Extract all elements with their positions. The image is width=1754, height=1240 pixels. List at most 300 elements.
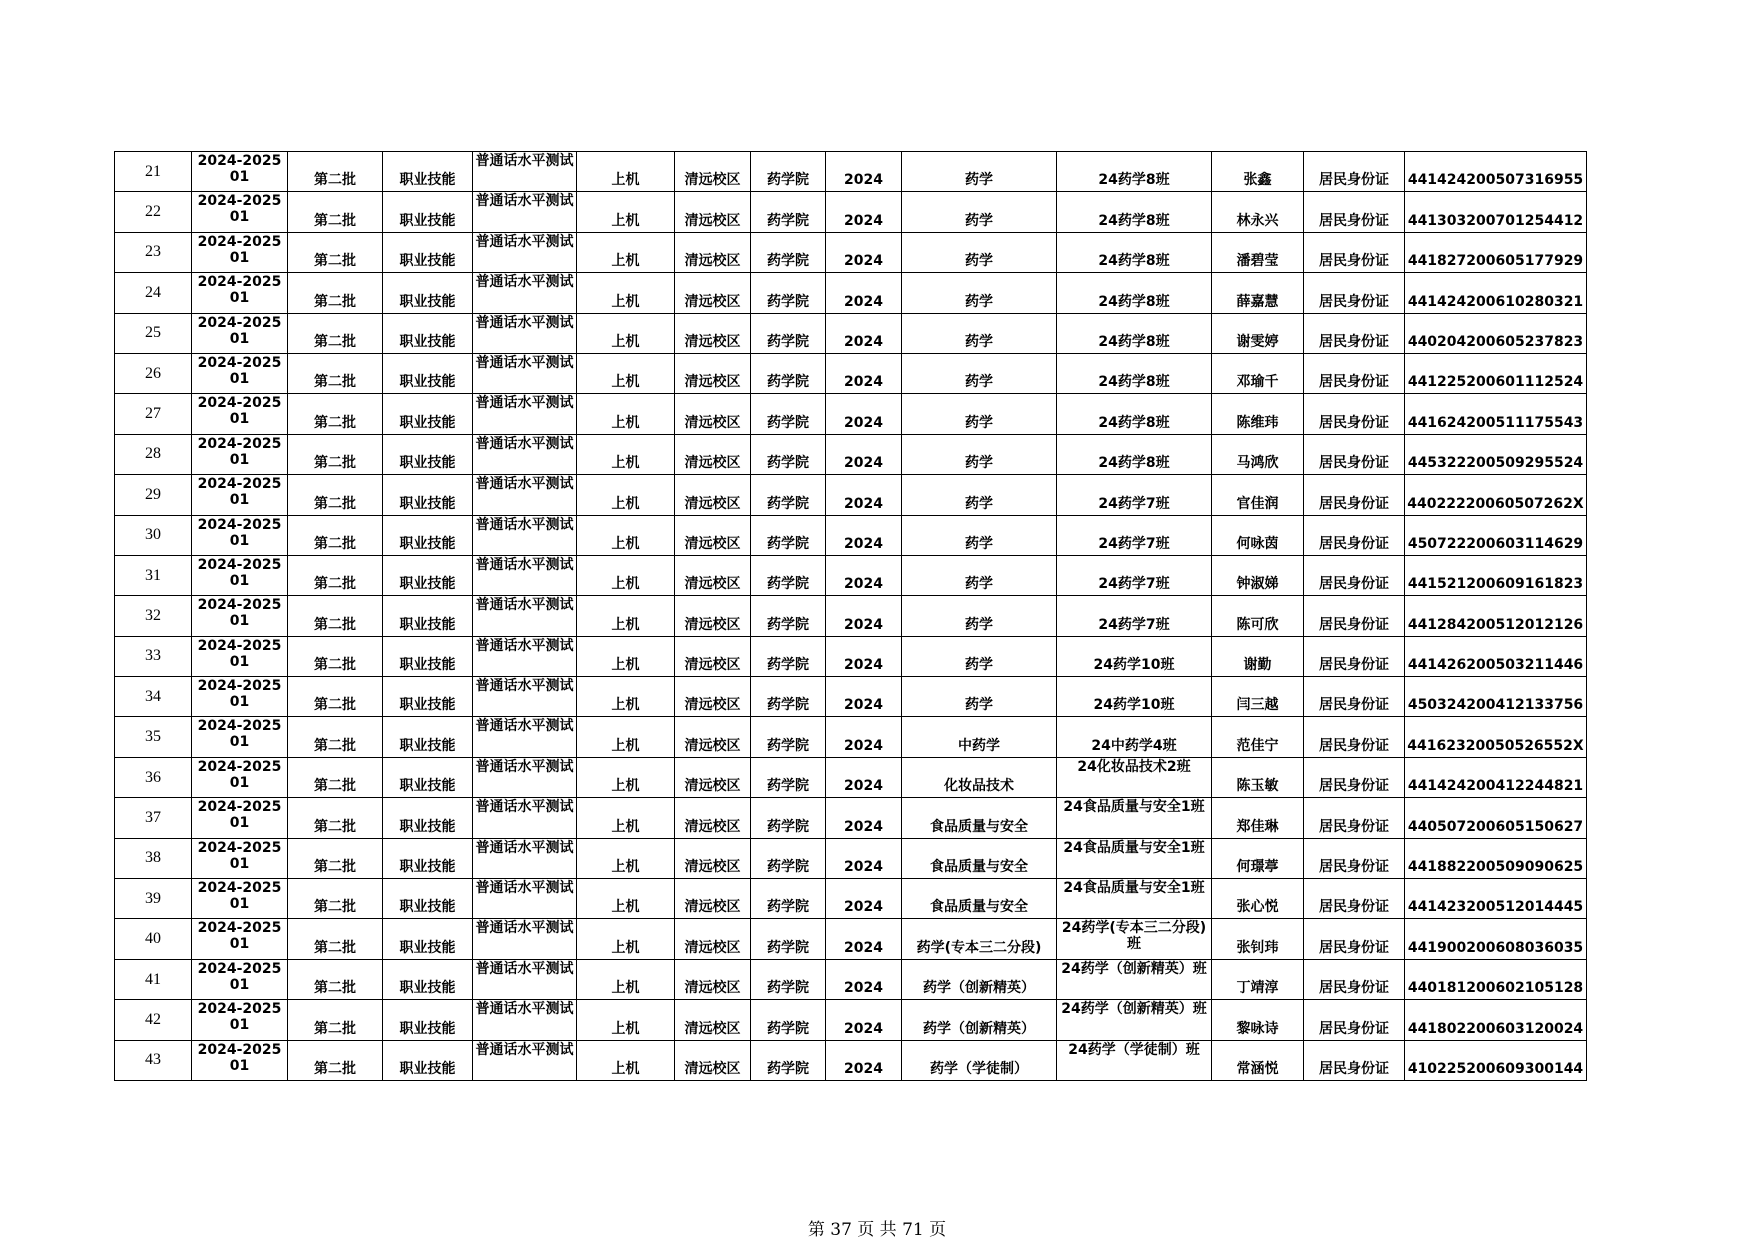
id-type-cell: 居民身份证	[1304, 636, 1405, 676]
id-type-cell: 居民身份证	[1304, 232, 1405, 272]
id-type-cell: 居民身份证	[1304, 959, 1405, 999]
campus-cell: 清远校区	[675, 717, 751, 757]
category-cell: 职业技能	[383, 838, 473, 878]
batch-cell: 第二批	[288, 1000, 383, 1040]
category-cell: 职业技能	[383, 434, 473, 474]
batch-cell: 第二批	[288, 838, 383, 878]
row-number-cell: 42	[115, 1000, 192, 1040]
term-cell: 2024-202501	[192, 394, 288, 434]
exam-cell: 普通话水平测试	[473, 515, 577, 555]
category-cell: 职业技能	[383, 353, 473, 393]
records-table	[114, 151, 1587, 1081]
major-cell: 化妆品技术	[902, 757, 1057, 797]
class-cell: 24药学8班	[1057, 152, 1212, 192]
id-number-cell: 441284200512012126	[1405, 596, 1587, 636]
batch-cell: 第二批	[288, 475, 383, 515]
grade-cell: 2024	[826, 313, 902, 353]
grade-cell: 2024	[826, 394, 902, 434]
class-cell: 24药学（学徒制）班	[1057, 1040, 1212, 1080]
grade-cell: 2024	[826, 152, 902, 192]
mode-cell: 上机	[577, 273, 675, 313]
term-cell: 2024-202501	[192, 475, 288, 515]
table-row	[115, 919, 1587, 959]
batch-cell: 第二批	[288, 152, 383, 192]
table-row	[115, 636, 1587, 676]
mode-cell: 上机	[577, 515, 675, 555]
mode-cell: 上机	[577, 757, 675, 797]
id-type-cell: 居民身份证	[1304, 152, 1405, 192]
term-cell: 2024-202501	[192, 959, 288, 999]
row-number-cell: 24	[115, 273, 192, 313]
class-cell: 24食品质量与安全1班	[1057, 879, 1212, 919]
id-number-cell: 450324200412133756	[1405, 677, 1587, 717]
table-row	[115, 1000, 1587, 1040]
id-type-cell: 居民身份证	[1304, 596, 1405, 636]
grade-cell: 2024	[826, 596, 902, 636]
class-cell: 24药学7班	[1057, 555, 1212, 595]
id-type-cell: 居民身份证	[1304, 273, 1405, 313]
category-cell: 职业技能	[383, 596, 473, 636]
row-number-cell: 36	[115, 757, 192, 797]
category-cell: 职业技能	[383, 717, 473, 757]
id-number-cell: 441827200605177929	[1405, 232, 1587, 272]
exam-cell: 普通话水平测试	[473, 192, 577, 232]
category-cell: 职业技能	[383, 677, 473, 717]
exam-cell: 普通话水平测试	[473, 798, 577, 838]
campus-cell: 清远校区	[675, 515, 751, 555]
exam-cell: 普通话水平测试	[473, 353, 577, 393]
student-name-cell: 林永兴	[1212, 192, 1304, 232]
row-number-cell: 27	[115, 394, 192, 434]
major-cell: 药学	[902, 677, 1057, 717]
id-number-cell: 44162320050526552X	[1405, 717, 1587, 757]
batch-cell: 第二批	[288, 434, 383, 474]
mode-cell: 上机	[577, 596, 675, 636]
row-number-cell: 38	[115, 838, 192, 878]
row-number-cell: 26	[115, 353, 192, 393]
campus-cell: 清远校区	[675, 394, 751, 434]
id-type-cell: 居民身份证	[1304, 434, 1405, 474]
college-cell: 药学院	[751, 879, 826, 919]
student-name-cell: 官佳润	[1212, 475, 1304, 515]
major-cell: 药学	[902, 394, 1057, 434]
row-number-cell: 30	[115, 515, 192, 555]
class-cell: 24药学(专本三二分段)班	[1057, 919, 1212, 959]
class-cell: 24食品质量与安全1班	[1057, 798, 1212, 838]
table-row	[115, 394, 1587, 434]
grade-cell: 2024	[826, 798, 902, 838]
category-cell: 职业技能	[383, 636, 473, 676]
exam-cell: 普通话水平测试	[473, 717, 577, 757]
batch-cell: 第二批	[288, 1040, 383, 1080]
table-row	[115, 555, 1587, 595]
category-cell: 职业技能	[383, 555, 473, 595]
grade-cell: 2024	[826, 273, 902, 313]
id-number-cell: 445322200509295524	[1405, 434, 1587, 474]
campus-cell: 清远校区	[675, 555, 751, 595]
id-type-cell: 居民身份证	[1304, 1000, 1405, 1040]
major-cell: 药学	[902, 636, 1057, 676]
id-number-cell: 44022220060507262X	[1405, 475, 1587, 515]
term-cell: 2024-202501	[192, 838, 288, 878]
grade-cell: 2024	[826, 232, 902, 272]
exam-cell: 普通话水平测试	[473, 475, 577, 515]
major-cell: 药学（学徒制）	[902, 1040, 1057, 1080]
campus-cell: 清远校区	[675, 1000, 751, 1040]
college-cell: 药学院	[751, 919, 826, 959]
term-cell: 2024-202501	[192, 919, 288, 959]
class-cell: 24药学8班	[1057, 192, 1212, 232]
mode-cell: 上机	[577, 919, 675, 959]
class-cell: 24药学8班	[1057, 232, 1212, 272]
major-cell: 药学	[902, 313, 1057, 353]
grade-cell: 2024	[826, 515, 902, 555]
college-cell: 药学院	[751, 959, 826, 999]
exam-cell: 普通话水平测试	[473, 757, 577, 797]
table-row	[115, 152, 1587, 192]
id-number-cell: 441802200603120024	[1405, 1000, 1587, 1040]
batch-cell: 第二批	[288, 717, 383, 757]
page-footer: 第 37 页 共 71 页	[807, 1220, 947, 1240]
class-cell: 24药学7班	[1057, 515, 1212, 555]
major-cell: 药学	[902, 434, 1057, 474]
campus-cell: 清远校区	[675, 757, 751, 797]
campus-cell: 清远校区	[675, 636, 751, 676]
id-number-cell: 441424200610280321	[1405, 273, 1587, 313]
student-name-cell: 邓瑜千	[1212, 353, 1304, 393]
college-cell: 药学院	[751, 798, 826, 838]
student-name-cell: 陈维玮	[1212, 394, 1304, 434]
batch-cell: 第二批	[288, 313, 383, 353]
college-cell: 药学院	[751, 434, 826, 474]
id-type-cell: 居民身份证	[1304, 394, 1405, 434]
id-number-cell: 441424200412244821	[1405, 757, 1587, 797]
term-cell: 2024-202501	[192, 192, 288, 232]
exam-cell: 普通话水平测试	[473, 273, 577, 313]
id-type-cell: 居民身份证	[1304, 475, 1405, 515]
college-cell: 药学院	[751, 636, 826, 676]
id-type-cell: 居民身份证	[1304, 1040, 1405, 1080]
student-name-cell: 陈玉敏	[1212, 757, 1304, 797]
batch-cell: 第二批	[288, 879, 383, 919]
student-name-cell: 何璟葶	[1212, 838, 1304, 878]
student-name-cell: 马鸿欣	[1212, 434, 1304, 474]
id-number-cell: 440204200605237823	[1405, 313, 1587, 353]
row-number-cell: 28	[115, 434, 192, 474]
mode-cell: 上机	[577, 555, 675, 595]
grade-cell: 2024	[826, 1040, 902, 1080]
student-name-cell: 郑佳琳	[1212, 798, 1304, 838]
grade-cell: 2024	[826, 838, 902, 878]
campus-cell: 清远校区	[675, 353, 751, 393]
id-number-cell: 410225200609300144	[1405, 1040, 1587, 1080]
campus-cell: 清远校区	[675, 192, 751, 232]
exam-cell: 普通话水平测试	[473, 434, 577, 474]
id-number-cell: 441303200701254412	[1405, 192, 1587, 232]
student-name-cell: 张心悦	[1212, 879, 1304, 919]
campus-cell: 清远校区	[675, 838, 751, 878]
exam-cell: 普通话水平测试	[473, 879, 577, 919]
exam-cell: 普通话水平测试	[473, 919, 577, 959]
id-number-cell: 441225200601112524	[1405, 353, 1587, 393]
batch-cell: 第二批	[288, 192, 383, 232]
student-name-cell: 闫三越	[1212, 677, 1304, 717]
grade-cell: 2024	[826, 677, 902, 717]
class-cell: 24药学10班	[1057, 636, 1212, 676]
id-type-cell: 居民身份证	[1304, 879, 1405, 919]
term-cell: 2024-202501	[192, 1000, 288, 1040]
id-type-cell: 居民身份证	[1304, 353, 1405, 393]
exam-cell: 普通话水平测试	[473, 394, 577, 434]
table-row	[115, 232, 1587, 272]
category-cell: 职业技能	[383, 757, 473, 797]
student-name-cell: 黎咏诗	[1212, 1000, 1304, 1040]
grade-cell: 2024	[826, 636, 902, 676]
table-row	[115, 1040, 1587, 1080]
campus-cell: 清远校区	[675, 475, 751, 515]
row-number-cell: 43	[115, 1040, 192, 1080]
mode-cell: 上机	[577, 394, 675, 434]
exam-cell: 普通话水平测试	[473, 152, 577, 192]
college-cell: 药学院	[751, 152, 826, 192]
mode-cell: 上机	[577, 1040, 675, 1080]
campus-cell: 清远校区	[675, 273, 751, 313]
campus-cell: 清远校区	[675, 798, 751, 838]
campus-cell: 清远校区	[675, 152, 751, 192]
term-cell: 2024-202501	[192, 152, 288, 192]
student-name-cell: 谢勤	[1212, 636, 1304, 676]
exam-cell: 普通话水平测试	[473, 596, 577, 636]
batch-cell: 第二批	[288, 515, 383, 555]
campus-cell: 清远校区	[675, 879, 751, 919]
college-cell: 药学院	[751, 717, 826, 757]
category-cell: 职业技能	[383, 313, 473, 353]
batch-cell: 第二批	[288, 232, 383, 272]
id-number-cell: 440507200605150627	[1405, 798, 1587, 838]
mode-cell: 上机	[577, 879, 675, 919]
mode-cell: 上机	[577, 1000, 675, 1040]
college-cell: 药学院	[751, 515, 826, 555]
row-number-cell: 21	[115, 152, 192, 192]
id-type-cell: 居民身份证	[1304, 798, 1405, 838]
college-cell: 药学院	[751, 596, 826, 636]
table-row	[115, 273, 1587, 313]
student-name-cell: 何咏茵	[1212, 515, 1304, 555]
table-row	[115, 717, 1587, 757]
class-cell: 24药学7班	[1057, 475, 1212, 515]
exam-cell: 普通话水平测试	[473, 838, 577, 878]
mode-cell: 上机	[577, 232, 675, 272]
exam-cell: 普通话水平测试	[473, 636, 577, 676]
student-name-cell: 钟淑娣	[1212, 555, 1304, 595]
mode-cell: 上机	[577, 313, 675, 353]
major-cell: 药学（创新精英）	[902, 959, 1057, 999]
table-row	[115, 192, 1587, 232]
campus-cell: 清远校区	[675, 677, 751, 717]
class-cell: 24食品质量与安全1班	[1057, 838, 1212, 878]
row-number-cell: 23	[115, 232, 192, 272]
major-cell: 药学	[902, 232, 1057, 272]
campus-cell: 清远校区	[675, 1040, 751, 1080]
batch-cell: 第二批	[288, 798, 383, 838]
table-row	[115, 313, 1587, 353]
id-type-cell: 居民身份证	[1304, 919, 1405, 959]
category-cell: 职业技能	[383, 798, 473, 838]
id-type-cell: 居民身份证	[1304, 677, 1405, 717]
term-cell: 2024-202501	[192, 434, 288, 474]
student-name-cell: 张鑫	[1212, 152, 1304, 192]
mode-cell: 上机	[577, 152, 675, 192]
mode-cell: 上机	[577, 475, 675, 515]
row-number-cell: 40	[115, 919, 192, 959]
term-cell: 2024-202501	[192, 636, 288, 676]
batch-cell: 第二批	[288, 757, 383, 797]
class-cell: 24中药学4班	[1057, 717, 1212, 757]
college-cell: 药学院	[751, 475, 826, 515]
college-cell: 药学院	[751, 313, 826, 353]
college-cell: 药学院	[751, 353, 826, 393]
term-cell: 2024-202501	[192, 273, 288, 313]
exam-cell: 普通话水平测试	[473, 1000, 577, 1040]
id-type-cell: 居民身份证	[1304, 757, 1405, 797]
campus-cell: 清远校区	[675, 434, 751, 474]
table-row	[115, 757, 1587, 797]
major-cell: 药学(专本三二分段)	[902, 919, 1057, 959]
row-number-cell: 33	[115, 636, 192, 676]
id-number-cell: 441521200609161823	[1405, 555, 1587, 595]
row-number-cell: 39	[115, 879, 192, 919]
student-name-cell: 陈可欣	[1212, 596, 1304, 636]
row-number-cell: 35	[115, 717, 192, 757]
batch-cell: 第二批	[288, 353, 383, 393]
class-cell: 24药学8班	[1057, 313, 1212, 353]
student-name-cell: 张钊玮	[1212, 919, 1304, 959]
mode-cell: 上机	[577, 677, 675, 717]
term-cell: 2024-202501	[192, 515, 288, 555]
term-cell: 2024-202501	[192, 353, 288, 393]
id-number-cell: 441882200509090625	[1405, 838, 1587, 878]
term-cell: 2024-202501	[192, 596, 288, 636]
batch-cell: 第二批	[288, 394, 383, 434]
campus-cell: 清远校区	[675, 313, 751, 353]
id-number-cell: 441624200511175543	[1405, 394, 1587, 434]
category-cell: 职业技能	[383, 515, 473, 555]
campus-cell: 清远校区	[675, 959, 751, 999]
exam-cell: 普通话水平测试	[473, 959, 577, 999]
category-cell: 职业技能	[383, 273, 473, 313]
id-type-cell: 居民身份证	[1304, 313, 1405, 353]
category-cell: 职业技能	[383, 1040, 473, 1080]
category-cell: 职业技能	[383, 879, 473, 919]
id-number-cell: 441424200507316955	[1405, 152, 1587, 192]
mode-cell: 上机	[577, 798, 675, 838]
major-cell: 药学	[902, 475, 1057, 515]
exam-cell: 普通话水平测试	[473, 1040, 577, 1080]
campus-cell: 清远校区	[675, 232, 751, 272]
class-cell: 24药学（创新精英）班	[1057, 959, 1212, 999]
row-number-cell: 37	[115, 798, 192, 838]
id-type-cell: 居民身份证	[1304, 717, 1405, 757]
row-number-cell: 25	[115, 313, 192, 353]
mode-cell: 上机	[577, 434, 675, 474]
college-cell: 药学院	[751, 757, 826, 797]
table-row	[115, 596, 1587, 636]
category-cell: 职业技能	[383, 959, 473, 999]
mode-cell: 上机	[577, 353, 675, 393]
campus-cell: 清远校区	[675, 919, 751, 959]
table-row	[115, 434, 1587, 474]
mode-cell: 上机	[577, 717, 675, 757]
term-cell: 2024-202501	[192, 232, 288, 272]
category-cell: 职业技能	[383, 192, 473, 232]
id-number-cell: 440181200602105128	[1405, 959, 1587, 999]
table-row	[115, 677, 1587, 717]
student-name-cell: 常涵悦	[1212, 1040, 1304, 1080]
major-cell: 食品质量与安全	[902, 879, 1057, 919]
batch-cell: 第二批	[288, 919, 383, 959]
college-cell: 药学院	[751, 192, 826, 232]
table-row	[115, 838, 1587, 878]
table-body	[115, 152, 1587, 1081]
category-cell: 职业技能	[383, 232, 473, 272]
term-cell: 2024-202501	[192, 879, 288, 919]
class-cell: 24药学8班	[1057, 353, 1212, 393]
batch-cell: 第二批	[288, 959, 383, 999]
table-row	[115, 353, 1587, 393]
category-cell: 职业技能	[383, 475, 473, 515]
table-row	[115, 879, 1587, 919]
college-cell: 药学院	[751, 677, 826, 717]
grade-cell: 2024	[826, 959, 902, 999]
major-cell: 食品质量与安全	[902, 798, 1057, 838]
major-cell: 药学	[902, 555, 1057, 595]
exam-cell: 普通话水平测试	[473, 677, 577, 717]
row-number-cell: 41	[115, 959, 192, 999]
college-cell: 药学院	[751, 394, 826, 434]
id-number-cell: 441900200608036035	[1405, 919, 1587, 959]
id-type-cell: 居民身份证	[1304, 515, 1405, 555]
mode-cell: 上机	[577, 838, 675, 878]
class-cell: 24药学7班	[1057, 596, 1212, 636]
row-number-cell: 22	[115, 192, 192, 232]
table-row	[115, 959, 1587, 999]
class-cell: 24药学（创新精英）班	[1057, 1000, 1212, 1040]
batch-cell: 第二批	[288, 596, 383, 636]
id-type-cell: 居民身份证	[1304, 555, 1405, 595]
college-cell: 药学院	[751, 273, 826, 313]
id-number-cell: 441423200512014445	[1405, 879, 1587, 919]
major-cell: 药学（创新精英）	[902, 1000, 1057, 1040]
id-type-cell: 居民身份证	[1304, 838, 1405, 878]
class-cell: 24药学10班	[1057, 677, 1212, 717]
major-cell: 药学	[902, 192, 1057, 232]
major-cell: 药学	[902, 273, 1057, 313]
batch-cell: 第二批	[288, 555, 383, 595]
grade-cell: 2024	[826, 919, 902, 959]
major-cell: 药学	[902, 596, 1057, 636]
term-cell: 2024-202501	[192, 555, 288, 595]
grade-cell: 2024	[826, 555, 902, 595]
class-cell: 24药学8班	[1057, 394, 1212, 434]
term-cell: 2024-202501	[192, 757, 288, 797]
major-cell: 药学	[902, 353, 1057, 393]
student-name-cell: 谢雯婷	[1212, 313, 1304, 353]
college-cell: 药学院	[751, 232, 826, 272]
campus-cell: 清远校区	[675, 596, 751, 636]
major-cell: 食品质量与安全	[902, 838, 1057, 878]
batch-cell: 第二批	[288, 273, 383, 313]
category-cell: 职业技能	[383, 152, 473, 192]
